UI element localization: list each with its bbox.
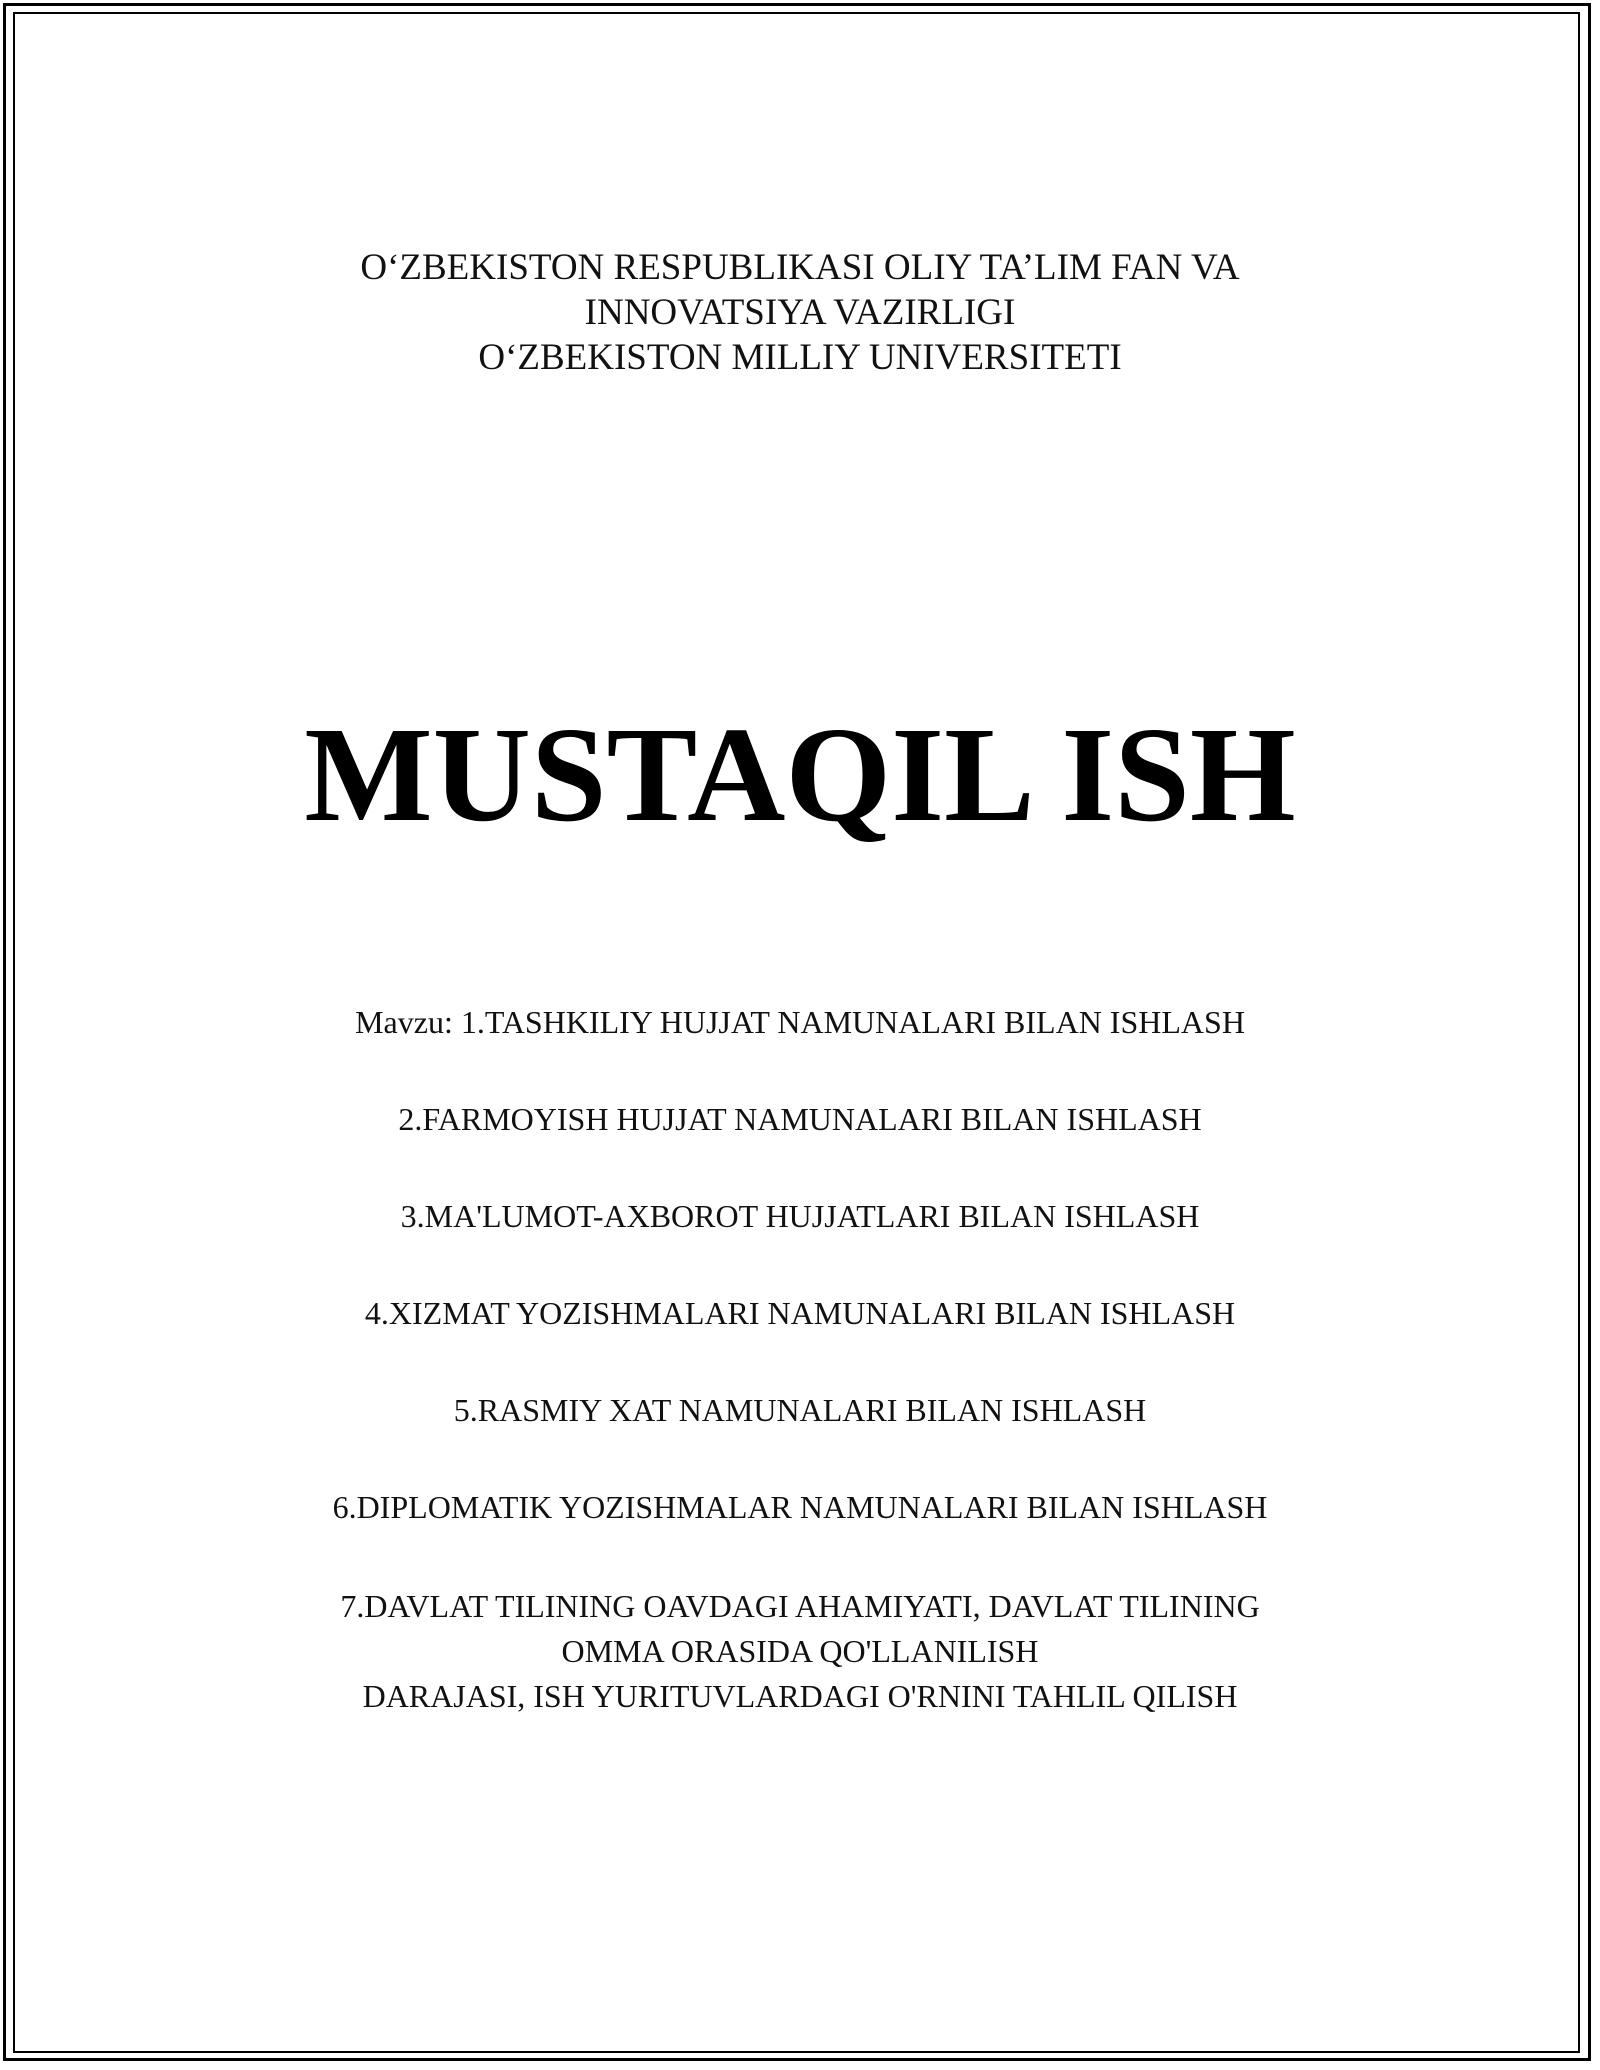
- topic-item-7-line-2: OMMA ORASIDA QO'LLANILISH: [561, 1633, 1039, 1669]
- institution-header: [0, 245, 1600, 380]
- topic-item-1: Mavzu: 1.TASHKILIY HUJJAT NAMUNALARI BILAN ISHLASH: [355, 1004, 1245, 1040]
- header-line-2: INNOVATSIYA VAZIRLIGI: [584, 292, 1016, 333]
- topic-item-3: 3.MA'LUMOT-AXBOROT HUJJATLARI BILAN ISHLASH: [400, 1198, 1200, 1234]
- topic-item-7: [0, 1584, 1600, 1719]
- topic-item-7-line-3: DARAJASI, ISH YURITUVLARDAGI O'RNINI TAHLIL QILISH: [362, 1678, 1238, 1714]
- document-title: MUSTAQIL ISH: [304, 700, 1296, 850]
- topic-item-4: 4.XIZMAT YOZISHMALARI NAMUNALARI BILAN ISHLASH: [364, 1295, 1236, 1331]
- topics-list: [0, 1002, 1600, 1719]
- topic-item-7-line-1: 7.DAVLAT TILINING OAVDAGI AHAMIYATI, DAVLAT TILINING: [340, 1588, 1260, 1624]
- topic-item-6: 6.DIPLOMATIK YOZISHMALAR NAMUNALARI BILAN ISHLASH: [332, 1489, 1268, 1525]
- topic-item-5: 5.RASMIY XAT NAMUNALARI BILAN ISHLASH: [453, 1392, 1147, 1428]
- topic-item-2: 2.FARMOYISH HUJJAT NAMUNALARI BILAN ISHLASH: [398, 1101, 1202, 1137]
- header-line-1: O‘ZBEKISTON RESPUBLIKASI OLIY TA’LIM FAN VA: [360, 247, 1240, 288]
- header-line-3: O‘ZBEKISTON MILLIY UNIVERSITETI: [478, 337, 1122, 378]
